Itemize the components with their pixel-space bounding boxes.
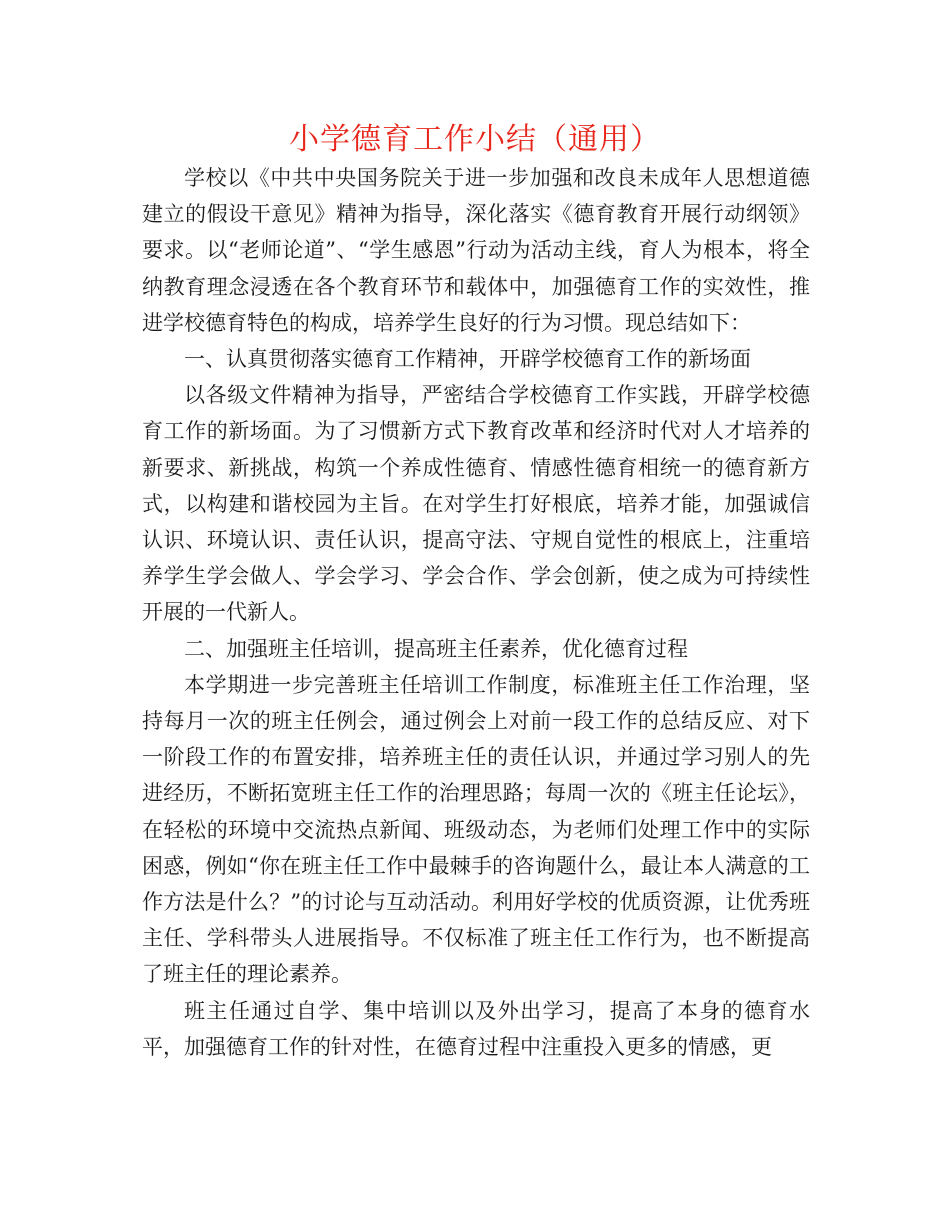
document-title: 小学德育工作小结（通用） [289, 122, 661, 157]
section-1-paragraph: 以各级文件精神为指导，严密结合学校德育工作实践，开辟学校德育工作的新场面。为了习惯新方式下教育改革和经济时代对人才培养的新要求、新挑战，构筑一个养成性德育、情感性德育相统一的德育新方式，以构建和谐校园为主旨。在对学生打好根底，培养才能，加强诚信认识、环境认识、责任认识，提高守法、守规自觉性的根底上，注重培养学生学会做人、学会学习、学会合作、学会创新，使之成为可持续性开展的一代新人。 [142, 383, 810, 625]
document-body [142, 160, 810, 1065]
section-heading-1: 一、认真贯彻落实德育工作精神，开辟学校德育工作的新场面 [184, 347, 751, 372]
section-heading-2: 二、加强班主任培训，提高班主任素养，优化德育过程 [184, 636, 688, 661]
intro-paragraph: 学校以《中共中央国务院关于进一步加强和改良未成年人思想道德建立的假设干意见》精神为指导，深化落实《德育教育开展行动纲领》要求。以“老师论道”、“学生感恩”行动为活动主线，育人为根本，将全纳教育理念浸透在各个教育环节和载体中，加强德育工作的实效性，推进学校德育特色的构成，培养学生良好的行为习惯。现总结如下： [142, 166, 810, 335]
section-2-paragraph-continued: 班主任通过自学、集中培训以及外出学习，提高了本身的德育水平，加强德育工作的针对性，在德育过程中注重投入更多的情感，更 [142, 998, 810, 1059]
section-2-paragraph: 本学期进一步完善班主任培训工作制度，标准班主任工作治理，坚持每月一次的班主任例会，通过例会上对前一段工作的总结反应、对下一阶段工作的布置安排，培养班主任的责任认识，并通过学习别人的先进经历，不断拓宽班主任工作的治理思路；每周一次的《班主任论坛》，在轻松的环境中交流热点新闻、班级动态，为老师们处理工作中的实际困惑，例如“你在班主任工作中最棘手的咨询题什么，最让本人满意的工作方法是什么？”的讨论与互动活动。利用好学校的优质资源，让优秀班主任、学科带头人进展指导。不仅标准了班主任工作行为，也不断提高了班主任的理论素养。 [142, 672, 810, 987]
